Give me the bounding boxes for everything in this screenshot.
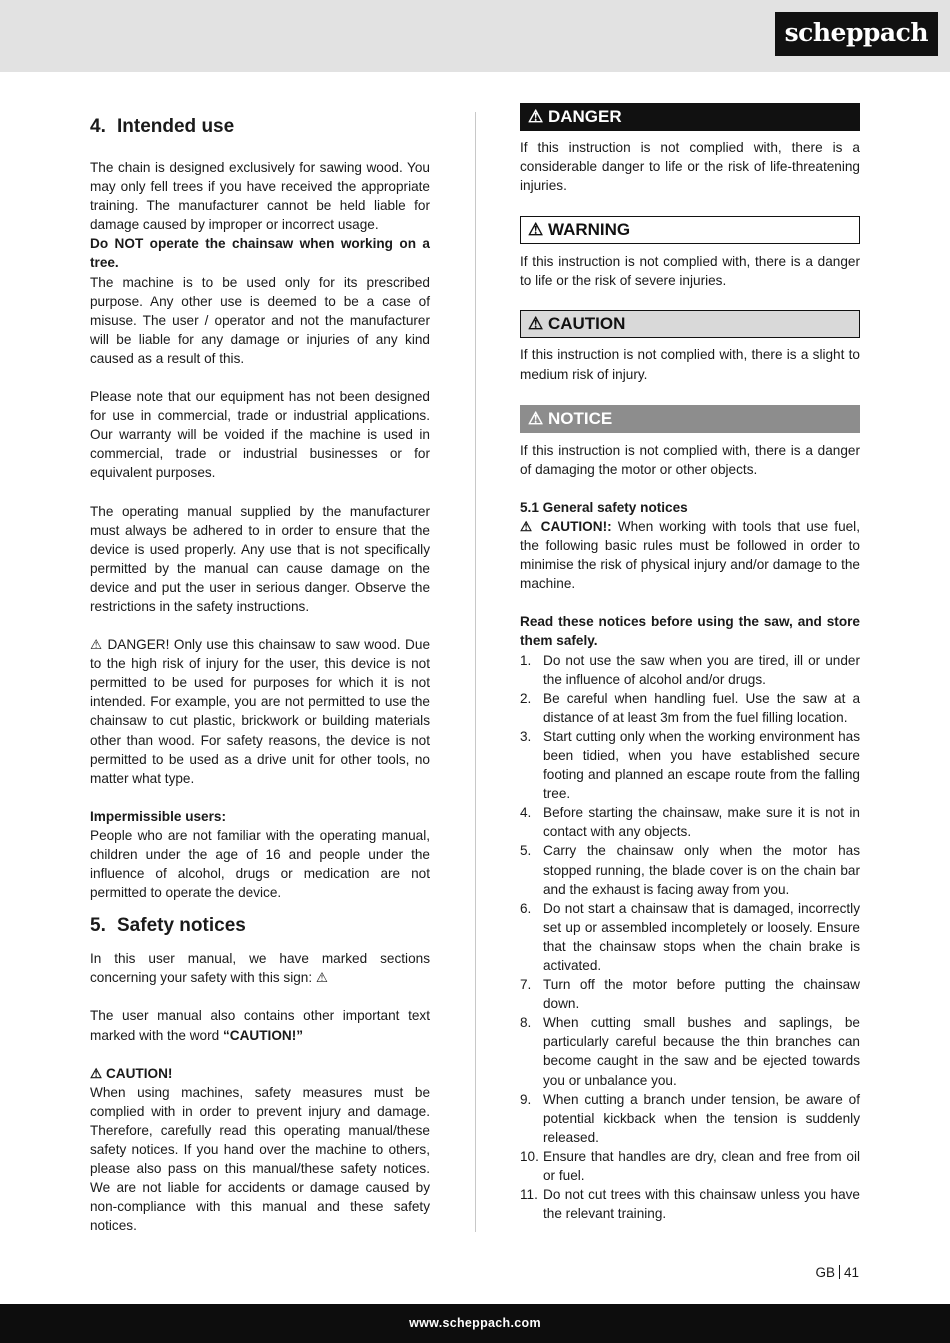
list-item-number: 11. — [520, 1187, 538, 1203]
column-divider — [475, 112, 476, 1232]
list-item-text: Ensure that handles are dry, clean and free from oil or fuel. — [543, 1148, 860, 1184]
list-item — [520, 689, 860, 727]
list-item-text: Before starting the chainsaw, make sure it is not in contact with any objects. — [543, 805, 860, 840]
warning-text: If this instruction is not complied with, there is a danger to life or the risk of severe injuries. — [520, 254, 860, 289]
section-4-heading: 4. Intended use — [90, 116, 235, 137]
list-item — [520, 1090, 860, 1147]
list-item-number: 6. — [520, 900, 532, 916]
list-item — [520, 1147, 860, 1185]
brand-logo: scheppach — [775, 12, 938, 56]
footer-bar — [0, 1304, 950, 1343]
list-item — [520, 899, 860, 975]
intended-use-p2: The machine is to be used only for its prescribed purpose. Any other use is deemed to be a case of misuse. The user / operator and not the manufacturer will be liable for any damage or injuries of any kind caused as a result of this. — [90, 274, 430, 366]
list-item-text: Do not cut trees with this chainsaw unless you have the relevant training. — [543, 1187, 860, 1222]
general-safety-text: ⚠ CAUTION!: When working with tools that use fuel, the following basic rules must be followed in order to minimise the risk of physical injury and/or damage to the machine. — [520, 518, 860, 592]
caution-title: ⚠ CAUTION! — [90, 1065, 173, 1081]
list-item — [520, 1013, 860, 1089]
list-item-number: 1. — [520, 652, 532, 668]
list-item — [520, 727, 860, 803]
safety-notices-p1: In this user manual, we have marked sections concerning your safety with this sign: ⚠ — [90, 951, 430, 986]
intended-use-danger: ⚠ DANGER! Only use this chainsaw to saw wood. Due to the high risk of injury for the user, this device is not permitted to be used for purposes for which it is not intended. For example, you are not permitted to use the chainsaw to cut plastic, brickwork or building materials other than wood. For safety reasons, the device is not permitted to be used as a drive unit for other tools, no matter what type. — [90, 637, 430, 786]
website-link[interactable]: www.scheppach.com — [409, 1316, 541, 1330]
list-item — [520, 841, 860, 898]
list-item — [520, 1185, 860, 1223]
danger-label: ⚠ DANGER — [520, 103, 860, 131]
list-item-text: Be careful when handling fuel. Use the saw at a distance of at least 3m from the fuel filling location. — [543, 690, 860, 725]
left-column — [90, 103, 430, 1236]
intended-use-warning: Do NOT operate the chainsaw when working on a tree. — [90, 236, 430, 271]
right-column — [520, 103, 860, 1223]
list-item-text: Carry the chainsaw only when the motor has stopped running, the blade cover is on the chain bar and the exhaust is facing away from you. — [543, 843, 860, 897]
caution-level-text: If this instruction is not complied with, there is a slight to medium risk of injury. — [520, 347, 860, 382]
list-item — [520, 803, 860, 841]
safety-notices-p2: The user manual also contains other important text marked with the word “CAUTION!” — [90, 1008, 430, 1043]
danger-text: If this instruction is not complied with, there is a considerable danger to life or the risk of life-threatening injuries. — [520, 140, 860, 194]
list-item-number: 2. — [520, 690, 532, 706]
read-notices-title: Read these notices before using the saw, and store them safely. — [520, 614, 860, 649]
safety-rules-list — [520, 651, 860, 1224]
list-item-number: 10. — [520, 1148, 539, 1164]
notice-label: ⚠ NOTICE — [520, 405, 860, 433]
list-item-number: 3. — [520, 728, 532, 744]
intended-use-p3: Please note that our equipment has not been designed for use in commercial, trade or industrial applications. Our warranty will be voided if the machine is used in commercial, trade or industrial businesses or for equivalent purposes. — [90, 389, 430, 481]
list-item-text: Start cutting only when the working environment has been tidied, when you have established secure footing and planned an escape route from the falling tree. — [543, 728, 860, 802]
list-item-text: When cutting a branch under tension, be aware of potential kickback when the tension is suddenly released. — [543, 1091, 860, 1145]
list-item-number: 8. — [520, 1015, 532, 1031]
page-number: GB 41 — [815, 1265, 859, 1280]
impermissible-users-text: People who are not familiar with the operating manual, children under the age of 16 and people under the influence of alcohol, drugs or medication are not permitted to operate the device. — [90, 827, 430, 901]
list-item-number: 5. — [520, 843, 532, 859]
impermissible-users-title: Impermissible users: — [90, 808, 226, 824]
list-item — [520, 651, 860, 689]
caution-label: ⚠ CAUTION — [520, 310, 860, 338]
list-item-text: Do not start a chainsaw that is damaged, incorrectly set up or assembled incompletely or loosely. Ensure that the chainsaw stops when the chain brake is activated. — [543, 900, 860, 973]
list-item-text: Turn off the motor before putting the chainsaw down. — [543, 977, 860, 1012]
intended-use-p4: The operating manual supplied by the manufacturer must always be adhered to in order to ensure that the device is used properly. Any use that is not specifically permitted by the manual can cause damage on the device and put the user in serious danger. Observe the restrictions in the safety instructions. — [90, 503, 430, 614]
intended-use-p1: The chain is designed exclusively for sawing wood. You may only fell trees if you have received the appropriate training. The manufacturer cannot be held liable for damage caused by improper or incorrect usage. — [90, 160, 430, 233]
section-5-heading: 5. Safety notices — [90, 915, 246, 937]
notice-text: If this instruction is not complied with, there is a danger of damaging the motor or other objects. — [520, 442, 860, 477]
list-item-number: 7. — [520, 977, 532, 993]
list-item-text: When cutting small bushes and saplings, be particularly careful because the thin branches can become caught in the saw and be ejected towards you or unbalance you. — [543, 1015, 860, 1088]
header-bar — [0, 0, 950, 72]
warning-label: ⚠ WARNING — [520, 216, 860, 244]
list-item-number: 9. — [520, 1091, 532, 1107]
list-item — [520, 975, 860, 1013]
caution-text: When using machines, safety measures must be complied with in order to prevent injury and damage. Therefore, carefully read this operating manual/these safety notices. If you hand over the machine to others, please also pass on this manual/these safety notices. We are not liable for accidents or damage caused by non-compliance with this manual and these safety notices. — [90, 1084, 430, 1234]
list-item-number: 4. — [520, 805, 532, 821]
general-safety-title: 5.1 General safety notices — [520, 499, 688, 515]
list-item-text: Do not use the saw when you are tired, ill or under the influence of alcohol and/or drugs. — [543, 652, 860, 687]
